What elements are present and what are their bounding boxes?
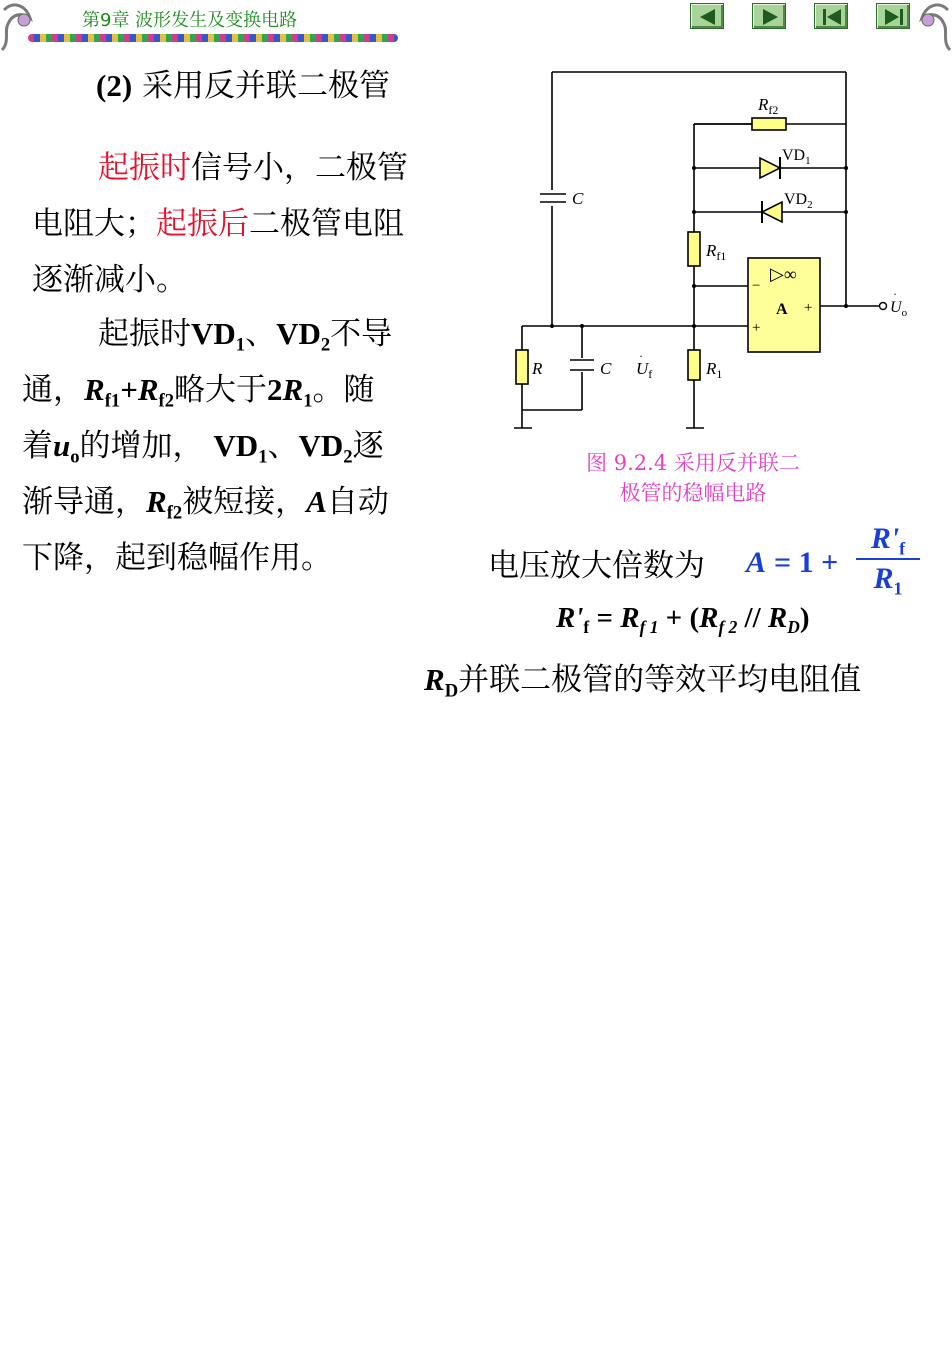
header-decoration-left	[0, 0, 40, 56]
text: 的增加，	[79, 428, 204, 464]
text: 、	[267, 428, 299, 464]
label-vd1: $VD_1$	[782, 147, 811, 167]
caption-line-1: 图 9.2.4 采用反并联二	[586, 451, 800, 475]
text: 自动	[326, 484, 389, 520]
vd-symbol: $VD_1$	[213, 428, 268, 468]
text: 下降，起到稳幅作用。	[22, 540, 332, 576]
uo-symbol: $u_o$	[53, 428, 80, 468]
text: 不导	[330, 316, 393, 352]
vd-symbol: $VD_2$	[298, 428, 353, 468]
ornament-icon	[0, 0, 40, 56]
label-uo: $U_o$	[890, 299, 908, 319]
text: 着	[22, 428, 53, 464]
chapter-title: 第9章 波形发生及变换电路	[82, 10, 298, 31]
gain-label: 电压放大倍数为	[488, 548, 705, 584]
text: 起振时	[98, 316, 191, 352]
label-rf1: $R_{f1}$	[706, 241, 727, 263]
header-decoration-right	[910, 0, 952, 56]
text: 逐	[352, 428, 384, 464]
triangle-right-icon	[753, 4, 787, 30]
label-r1: $R_1$	[706, 359, 723, 381]
text: 渐导通，	[22, 484, 146, 520]
vd-symbol: $VD_2$	[276, 316, 331, 356]
dot-accent: ·	[893, 287, 897, 301]
section-title-text: 采用反并联二极管	[142, 68, 391, 104]
gain-fraction: $R'_f$ $R_1$	[856, 522, 920, 596]
rf-formula: $R'_f = R_{f 1} + (R_{f 2} // R_D)$	[556, 602, 810, 638]
amp-plus-output: +	[804, 300, 813, 316]
text: 通，	[22, 372, 84, 408]
dot-accent: ·	[639, 349, 643, 363]
rd-definition	[424, 654, 862, 702]
ornament-icon	[910, 0, 952, 56]
two-r1-symbol: $2R_1$	[267, 372, 313, 412]
rf2-symbol: $R_{f2}$	[137, 372, 175, 412]
skip-last-icon	[877, 4, 911, 30]
plus-sign: +	[120, 372, 138, 407]
label-rf2: $R_{f2}$	[758, 95, 779, 117]
rf1-symbol: $R_{f1}$	[84, 372, 121, 412]
a-symbol: A	[306, 484, 327, 519]
text: 被短接，	[182, 484, 307, 520]
text: 。随	[312, 372, 375, 408]
r1-resistor	[688, 350, 700, 380]
bead-divider	[28, 34, 398, 42]
label-c2: C	[600, 359, 612, 378]
highlight-start: 起振时	[98, 150, 191, 186]
gain-mid: = 1 +	[774, 546, 839, 579]
vd2-diode	[762, 202, 782, 222]
rf2-resistor	[752, 118, 786, 130]
rf2-symbol: $R_{f2}$	[146, 484, 183, 524]
gain-lhs: A	[746, 546, 767, 579]
figure-caption	[520, 448, 866, 508]
circuit-diagram	[514, 62, 914, 442]
text: 电阻大；	[32, 206, 156, 242]
label-r: R	[532, 359, 543, 378]
rd-text: 并联二极管的等效平均电阻值	[458, 662, 862, 698]
rf1-resistor	[688, 232, 700, 266]
amp-symbol: ▷∞	[770, 264, 797, 284]
caption-line-2: 极管的稳幅电路	[619, 481, 767, 505]
prev-button[interactable]	[690, 3, 724, 29]
vd1-diode	[760, 158, 780, 178]
highlight-after: 起振后	[156, 206, 249, 242]
text: 信号小，二极管	[191, 150, 408, 186]
skip-first-icon	[815, 4, 849, 30]
amp-minus: −	[752, 278, 761, 294]
text: 略大于	[174, 372, 268, 408]
text: 、	[245, 316, 277, 352]
label-c: C	[572, 189, 584, 208]
amp-plus-input: +	[752, 320, 761, 336]
last-button[interactable]	[876, 3, 910, 29]
label-uf: $U_f$	[636, 359, 653, 381]
output-terminal	[880, 303, 887, 310]
rd-symbol: $R_D$	[424, 662, 459, 702]
vd-symbol: $VD_1$	[191, 316, 246, 356]
text: 二极管电阻	[249, 206, 404, 242]
label-vd2: $VD_2$	[784, 191, 813, 211]
text: 逐渐减小。	[32, 262, 187, 298]
triangle-left-icon	[691, 4, 725, 30]
r-resistor	[516, 350, 528, 384]
amp-label: A	[776, 301, 788, 318]
first-button[interactable]	[814, 3, 848, 29]
next-button[interactable]	[752, 3, 786, 29]
section-number: (2)	[96, 68, 133, 103]
section-title	[96, 60, 390, 105]
